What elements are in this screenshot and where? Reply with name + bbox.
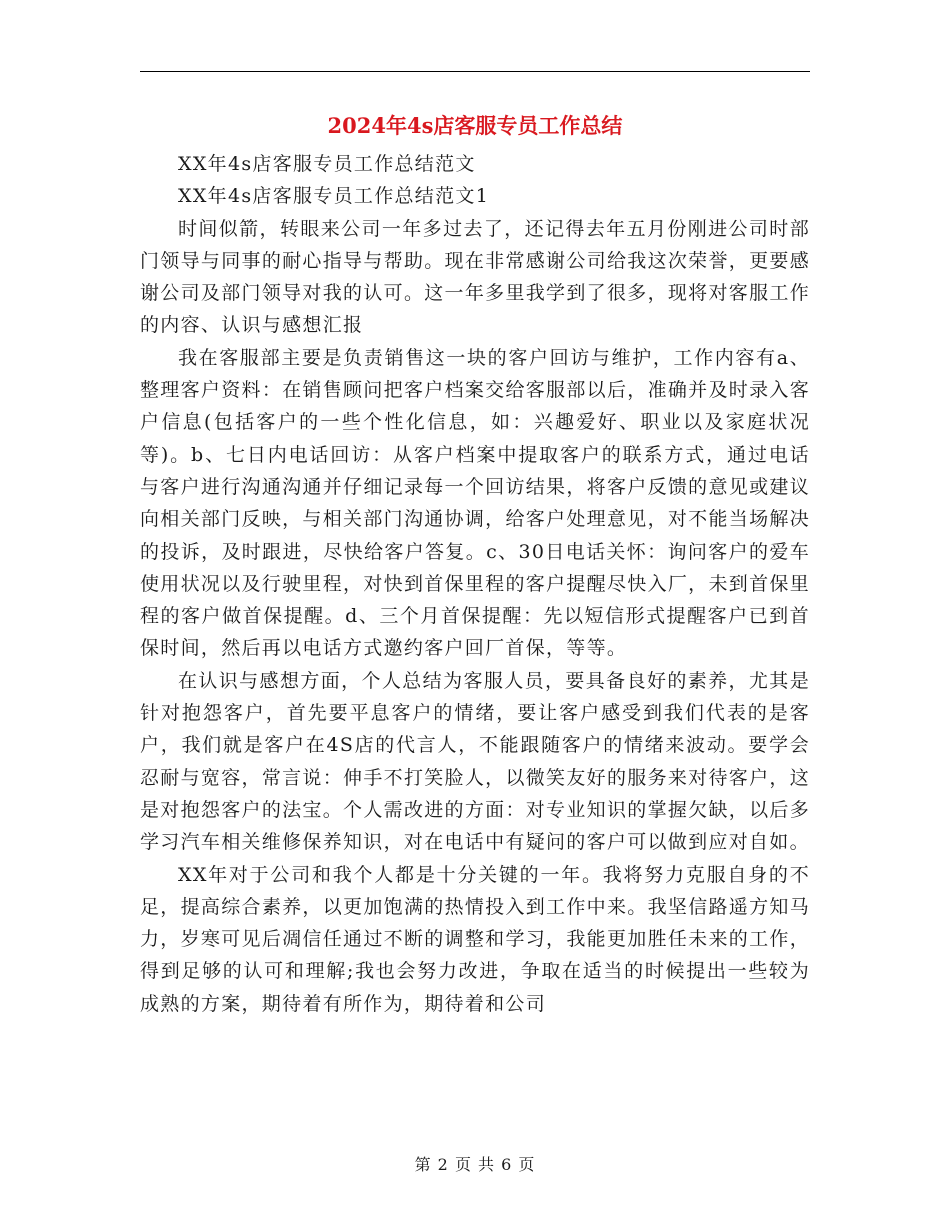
header-rule [140,71,810,72]
body-paragraph: 时间似箭，转眼来公司一年多过去了，还记得去年五月份刚进公司时部门领导与同事的耐心指导与帮助。现在非常感谢公司给我这次荣誉，更要感谢公司及部门领导对我的认可。这一年多里我学到了很多，现将对客服工作的内容、认识与感想汇报 [140,217,810,337]
body-paragraph: 我在客服部主要是负责销售这一块的客户回访与维护，工作内容有a、整理客户资料：在销售顾问把客户档案交给客服部以后，准确并及时录入客户信息(包括客户的一些个性化信息，如：兴趣爱好、职业以及家庭状况等)。b、七日内电话回访：从客户档案中提取客户的联系方式，通过电话与客户进行沟通沟通并仔细记录每一个回访结果，将客户反馈的意见或建议向相关部门反映，与相关部门沟通协调，给客户处理意见，对不能当场解决的投诉，及时跟进，尽快给客户答复。c、30日电话关怀：询问客户的爱车使用状况以及行驶里程，对快到首保里程的客户提醒尽快入厂，未到首保里程的客户做首保提醒。d、三个月首保提醒：先以短信形式提醒客户已到首保时间，然后再以电话方式邀约客户回厂首保，等等。 [140,346,810,660]
document-title: 2024年4s店客服专员工作总结 [327,113,623,138]
section-heading-paragraph: XX年4s店客服专员工作总结范文1 [178,185,490,208]
body-paragraph: XX年对于公司和我个人都是十分关键的一年。我将努力克服自身的不足，提高综合素养，以更加饱满的热情投入到工作中来。我坚信路遥方知马力，岁寒可见后凋信任通过不断的调整和学习，我能更加胜任未来的工作，得到足够的认可和理解;我也会努力改进，争取在适当的时候提出一些较为成熟的方案，期待着有所作为，期待着和公司 [140,863,810,1015]
page-number-footer: 第 2 页 共 6 页 [414,1155,536,1174]
body-paragraph: 在认识与感想方面，个人总结为客服人员，要具备良好的素养，尤其是针对抱怨客户，首先要平息客户的情绪，要让客户感受到我们代表的是客户，我们就是客户在4S店的代言人，不能跟随客户的情绪来波动。要学会忍耐与宽容，常言说：伸手不打笑脸人，以微笑友好的服务来对待客户，这是对抱怨客户的法宝。个人需改进的方面：对专业知识的掌握欠缺，以后多学习汽车相关维修保养知识，对在电话中有疑问的客户可以做到应对自如。 [140,669,810,854]
document-body [140,148,810,1020]
subtitle-paragraph: XX年4s店客服专员工作总结范文 [178,153,476,175]
